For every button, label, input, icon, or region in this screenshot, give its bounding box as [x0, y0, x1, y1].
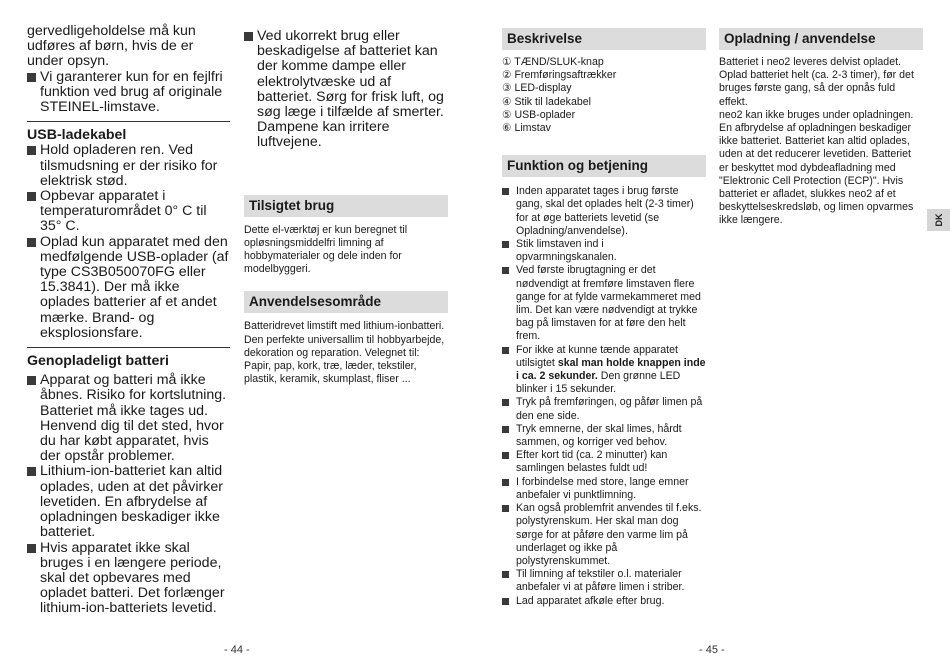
function-list [502, 185, 706, 608]
description-heading: Beskrivelse [502, 28, 706, 50]
description-list [502, 56, 706, 135]
section-divider [27, 347, 230, 369]
page44-col1 [27, 24, 230, 617]
charging-heading: Opladning / anvendelse [719, 28, 923, 50]
bullet-square-icon [27, 544, 36, 553]
bullet-square-icon [502, 479, 509, 486]
bullet-square-icon [27, 467, 36, 476]
list-item: Stik limstaven ind i opvarmningskanalen. [502, 238, 706, 264]
bullet-square-icon [27, 192, 36, 201]
list-item: Hold opladeren ren. Ved tilsmudsning er der risiko for elektrisk stød. [27, 143, 230, 189]
page44-col2 [244, 29, 448, 386]
description-item: ⑥ Limstav [502, 122, 551, 135]
list-item: Ved første ibrugtagning er det nødvendigt at fremføre limstaven flere gange for at fylde varmekammeret med lim. Det kan være nødvendigt at trykke bag på limstaven for at føre den helt frem. [502, 264, 706, 343]
language-tab: DK [927, 209, 950, 231]
list-item: Apparat og batteri må ikke åbnes. Risiko for kortslutning. Batteriet må ikke tages ud. Henvend dig til det sted, hvor du har købt apparatet, hvis der opstår problemer. [27, 373, 230, 464]
application-area-heading: Anvendelsesområde [244, 291, 448, 313]
description-item: ④ Stik til ladekabel [502, 95, 591, 108]
list-item: Oplad kun apparatet med den medfølgende USB-oplader (af type CS3B050070FG eller 15.3841). Der må ikke oplades batterier af et andet mærke. Brand- og eksplosionsfare. [27, 235, 230, 341]
usb-list [27, 143, 230, 341]
page-number: - 45 - [699, 644, 725, 656]
bullet-square-icon [502, 571, 509, 578]
list-item: Lithium-ion-batteriet kan altid oplades, uden at det påvirker levetiden. En afbrydelse af opladningen beskadiger ikke batteriet. [27, 464, 230, 540]
list-item: Lad apparatet afkøle efter brug. [502, 595, 706, 608]
list-item: Vi garanterer kun for en fejlfri funktion ved brug af originale STEINEL-limstave. [27, 70, 230, 116]
description-item: ⑤ USB-oplader [502, 108, 576, 121]
usb-heading: USB-ladekabel [27, 127, 127, 144]
function-heading: Funktion og betjening [502, 155, 706, 177]
bullet-square-icon [27, 73, 36, 82]
bullet-square-icon [244, 32, 253, 41]
list-item: Tryk emnerne, der skal limes, hårdt sammen, og korriger ved behov. [502, 423, 706, 449]
battery-list [27, 373, 230, 616]
list-item: Til limning af tekstiler o.l. materialer anbefaler vi at påføre limen i striber. [502, 568, 706, 594]
description-item: ① TÆND/SLUK-knap [502, 56, 604, 68]
application-area-text: Batteridrevet limstift med lithium-ionbatteri. Den perfekte universallim til hobbyarbejde, dekoration og reparation. Velegnet til: Papir, pap, kork, træ, læder, tekstiler, plastik, keramik, skumplast, fliser ... [244, 320, 445, 386]
section-divider [27, 121, 230, 143]
bullet-square-icon [502, 347, 509, 354]
bullet-square-icon [502, 505, 509, 512]
page-number: - 44 - [224, 644, 250, 656]
page45-col4 [719, 28, 923, 228]
bullet-square-icon [27, 376, 36, 385]
list-item: Efter kort tid (ca. 2 minutter) kan samlingen belastes fuldt ud! [502, 449, 706, 475]
page45-col3 [502, 28, 706, 608]
bullet-square-icon [502, 267, 509, 274]
list-item: Tryk på fremføringen, og påfør limen på den ene side. [502, 396, 706, 422]
description-item: ③ LED-display [502, 82, 572, 95]
list-item: I forbindelse med store, lange emner anbefaler vi punktlimning. [502, 476, 706, 502]
bullet-square-icon [502, 188, 509, 195]
list-item: Inden apparatet tages i brug første gang, skal det oplades helt (2-3 timer) for at øge batteriets levetid (se Opladning/anvendelse). [502, 185, 706, 238]
list-item: Kan også problemfrit anvendes til f.eks. polystyrenskum. Her skal man dog sørge for at påføre den varme lim på underlaget og ikke på polystyrenskummet. [502, 502, 706, 568]
bullet-square-icon [27, 238, 36, 247]
list-item: Opbevar apparatet i temperaturområdet 0° C til 35° C. [27, 189, 230, 235]
battery-heading: Genopladeligt batteri [27, 353, 169, 370]
bullet-square-icon [502, 399, 509, 406]
list-item: For ikke at kunne tænde apparatet utilsigtet skal man holde knappen inde i ca. 2 sekunder. Den grønne LED blinker i 15 sekunder. [502, 344, 706, 397]
list-item: Ved ukorrekt brug eller beskadigelse af batteriet kan der komme dampe eller elektrolytvæske ud af batteriet. Sørg for frisk luft, og søg læge i tilfælde af smerter. Dampene kan irritere luftvejene. [244, 29, 448, 151]
charging-text: Batteriet i neo2 leveres delvist opladet. Oplad batteriet helt (ca. 2-3 timer), før det bruges første gang, så der opnås fuld effekt. neo2 kan ikke bruges under opladningen. En afbrydelse af opladningen beskadiger ikke batteriet. Batteriet kan altid oplades, uden at det reducerer levetiden. Batteriet er beskyttet mod dybdeafladning med "Elektronic Cell Protection (ECP)". Hvis batteriet er afladet, slukkes neo2 af et beskyttelseskredsløb, og limen opvarmes ikke længere. [719, 56, 914, 227]
intended-use-heading: Tilsigtet brug [244, 195, 448, 217]
bullet-square-icon [502, 452, 509, 459]
bullet-square-icon [27, 146, 36, 155]
list-item: Hvis apparatet ikke skal bruges i en længere periode, skal det opbevares med opladet batteri. Det forlænger lithium-ion-batteriets levetid. [27, 541, 230, 617]
description-item: ② Fremføringsaftrækker [502, 69, 617, 82]
intended-use-text: Dette el-værktøj er kun beregnet til opløsningsmiddelfri limning af hobbymaterialer og dele inden for modelbyggeri. [244, 223, 408, 276]
bullet-square-icon [502, 598, 509, 605]
bullet-square-icon [502, 241, 509, 248]
bullet-square-icon [502, 426, 509, 433]
intro-continuation: gervedligeholdelse må kun udføres af børn, hvis de er under opsyn. [27, 23, 196, 70]
